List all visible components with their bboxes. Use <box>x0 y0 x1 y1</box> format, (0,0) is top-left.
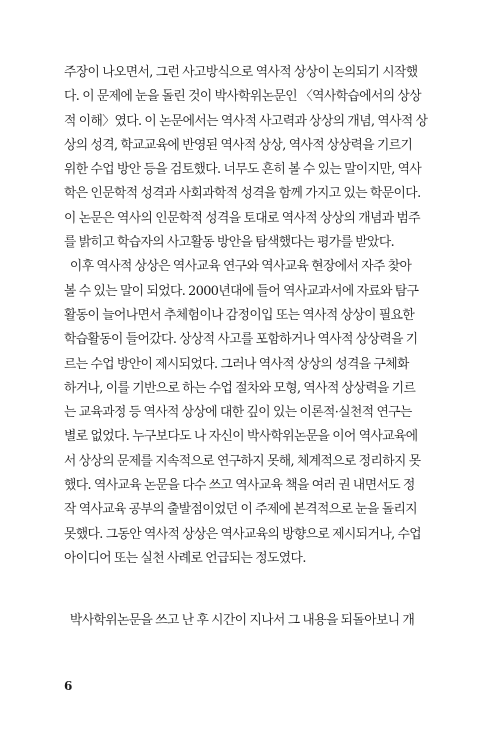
text-line: 작 역사교육 공부의 출발점이었던 이 주제에 본격적으로 눈을 돌리지 <box>64 502 418 518</box>
text-line: 이후 역사적 상상은 역사교육 연구와 역사교육 현장에서 자주 찾아 <box>64 259 412 275</box>
body-text-block <box>64 61 442 571</box>
text-line: 는 교육과정 등 역사적 상상에 대한 깊이 있는 이론적·실천적 연구는 <box>64 405 412 421</box>
text-line: 학습활동이 들어갔다. 상상적 사고를 포함하거나 역사적 상상력을 기 <box>64 332 418 348</box>
text-line: 적 이해〉였다. 이 논문에서는 역사적 사고력과 상상의 개념, 역사적 상 <box>64 113 428 129</box>
text-line: 못했다. 그동안 역사적 상상은 역사교육의 방향으로 제시되거나, 수업 <box>64 526 422 542</box>
body-text-block <box>64 609 442 633</box>
page-number: 6 <box>64 679 73 693</box>
text-line: 위한 수업 방안 등을 검토했다. 너무도 흔히 볼 수 있는 말이지만, 역사 <box>64 162 422 178</box>
text-line: 별로 없었다. 누구보다도 나 자신이 박사학위논문을 이어 역사교육에 <box>64 429 418 445</box>
text-line: 주장이 나오면서, 그런 사고방식으로 역사적 상상이 논의되기 시작했 <box>64 65 418 80</box>
text-line: 상의 성격, 학교교육에 반영된 역사적 상상, 역사적 상상력을 기르기 <box>64 137 413 153</box>
text-line: 박사학위논문을 쓰고 난 후 시간이 지나서 그 내용을 되돌아보니 개 <box>64 613 415 628</box>
text-line: 서 상상의 문제를 지속적으로 연구하지 못해, 체계적으로 정리하지 못 <box>64 453 421 469</box>
text-line: 학은 인문학적 성격과 사회과학적 성격을 함께 가지고 있는 학문이다. <box>64 186 421 202</box>
text-line: 를 밝히고 학습자의 사고활동 방안을 탐색했다는 평가를 받았다. <box>64 235 395 251</box>
text-line: 볼 수 있는 말이 되었다. 2000년대에 들어 역사교과서에 자료와 탐구 <box>64 283 419 299</box>
text-line: 다. 이 문제에 눈을 돌린 것이 박사학위논문인 〈역사학습에서의 상상 <box>64 89 421 105</box>
text-line: 르는 수업 방안이 제시되었다. 그러나 역사적 상상의 성격을 구체화 <box>64 356 409 372</box>
text-line: 하거나, 이를 기반으로 하는 수업 절차와 모형, 역사적 상상력을 기르 <box>64 380 416 396</box>
text-line: 했다. 역사교육 논문을 다수 쓰고 역사교육 책을 여러 권 내면서도 정 <box>64 478 415 494</box>
text-line: 아이디어 또는 실천 사례로 언급되는 정도였다. <box>64 550 306 566</box>
text-line: 활동이 늘어나면서 추체험이나 감정이입 또는 역사적 상상이 필요한 <box>64 307 415 323</box>
text-line: 이 논문은 역사의 인문학적 성격을 토대로 역사적 상상의 개념과 범주 <box>64 210 421 226</box>
